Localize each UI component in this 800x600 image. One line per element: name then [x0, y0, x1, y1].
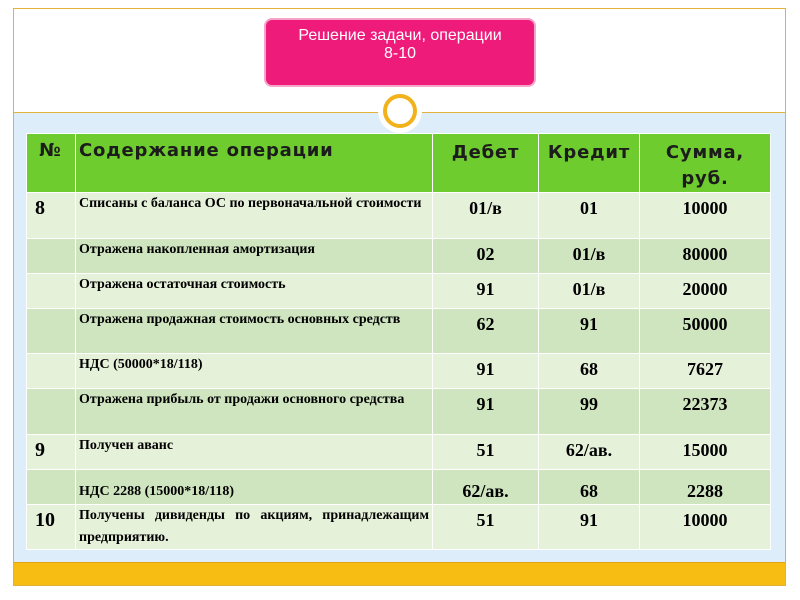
row-description: Отражена накопленная амортизация [76, 239, 433, 274]
row-debit: 91 [433, 354, 539, 389]
table-row [27, 505, 771, 550]
row-description: Отражена продажная стоимость основных средств [76, 309, 433, 354]
header-description: Содержание операции [76, 134, 433, 193]
table-header-row [27, 134, 771, 193]
row-credit: 68 [539, 470, 640, 505]
row-number: 8 [27, 193, 76, 239]
row-credit: 91 [539, 309, 640, 354]
row-credit: 01/в [539, 274, 640, 309]
row-number [27, 389, 76, 435]
row-description: Получен аванс [76, 435, 433, 470]
row-debit: 02 [433, 239, 539, 274]
header-credit: Кредит [539, 134, 640, 193]
row-credit: 01/в [539, 239, 640, 274]
header-sum: Сумма, руб. [640, 134, 771, 193]
table-row [27, 354, 771, 389]
row-description: НДС 2288 (15000*18/118) [76, 470, 433, 505]
row-sum: 22373 [640, 389, 771, 435]
row-debit: 51 [433, 435, 539, 470]
row-number [27, 239, 76, 274]
operations-table [26, 133, 771, 550]
row-description: НДС (50000*18/118) [76, 354, 433, 389]
row-description: Получены дивиденды по акциям, принадлежащим предприятию. [76, 505, 433, 550]
row-debit: 91 [433, 389, 539, 435]
row-debit: 62 [433, 309, 539, 354]
footer-bar [14, 562, 785, 585]
circle-ring-icon [383, 94, 417, 128]
table-row [27, 239, 771, 274]
decorative-circle [378, 89, 422, 133]
row-sum: 80000 [640, 239, 771, 274]
row-credit: 62/ав. [539, 435, 640, 470]
row-debit: 51 [433, 505, 539, 550]
row-credit: 91 [539, 505, 640, 550]
row-number [27, 274, 76, 309]
table-row [27, 309, 771, 354]
row-number [27, 309, 76, 354]
row-debit: 62/ав. [433, 470, 539, 505]
row-sum: 50000 [640, 309, 771, 354]
row-description: Отражена остаточная стоимость [76, 274, 433, 309]
slide-title-line-2: 8-10 [383, 45, 417, 62]
table-row [27, 274, 771, 309]
row-number [27, 470, 76, 505]
row-sum: 20000 [640, 274, 771, 309]
table-row [27, 193, 771, 239]
row-number: 9 [27, 435, 76, 470]
row-debit: 01/в [433, 193, 539, 239]
row-description: Отражена прибыль от продажи основного средства [76, 389, 433, 435]
row-description: Списаны с баланса ОС по первоначальной стоимости [76, 193, 433, 239]
table-row [27, 435, 771, 470]
table-row [27, 470, 771, 505]
row-credit: 68 [539, 354, 640, 389]
row-credit: 01 [539, 193, 640, 239]
row-number: 10 [27, 505, 76, 550]
row-debit: 91 [433, 274, 539, 309]
slide-title-line-1: Решение задачи, операции [298, 27, 502, 44]
table-row [27, 389, 771, 435]
row-sum: 7627 [640, 354, 771, 389]
slide-title-box [266, 20, 534, 85]
row-sum: 2288 [640, 470, 771, 505]
row-credit: 99 [539, 389, 640, 435]
row-sum: 10000 [640, 505, 771, 550]
header-debit: Дебет [433, 134, 539, 193]
header-number: № [27, 134, 76, 193]
row-sum: 15000 [640, 435, 771, 470]
row-number [27, 354, 76, 389]
row-sum: 10000 [640, 193, 771, 239]
